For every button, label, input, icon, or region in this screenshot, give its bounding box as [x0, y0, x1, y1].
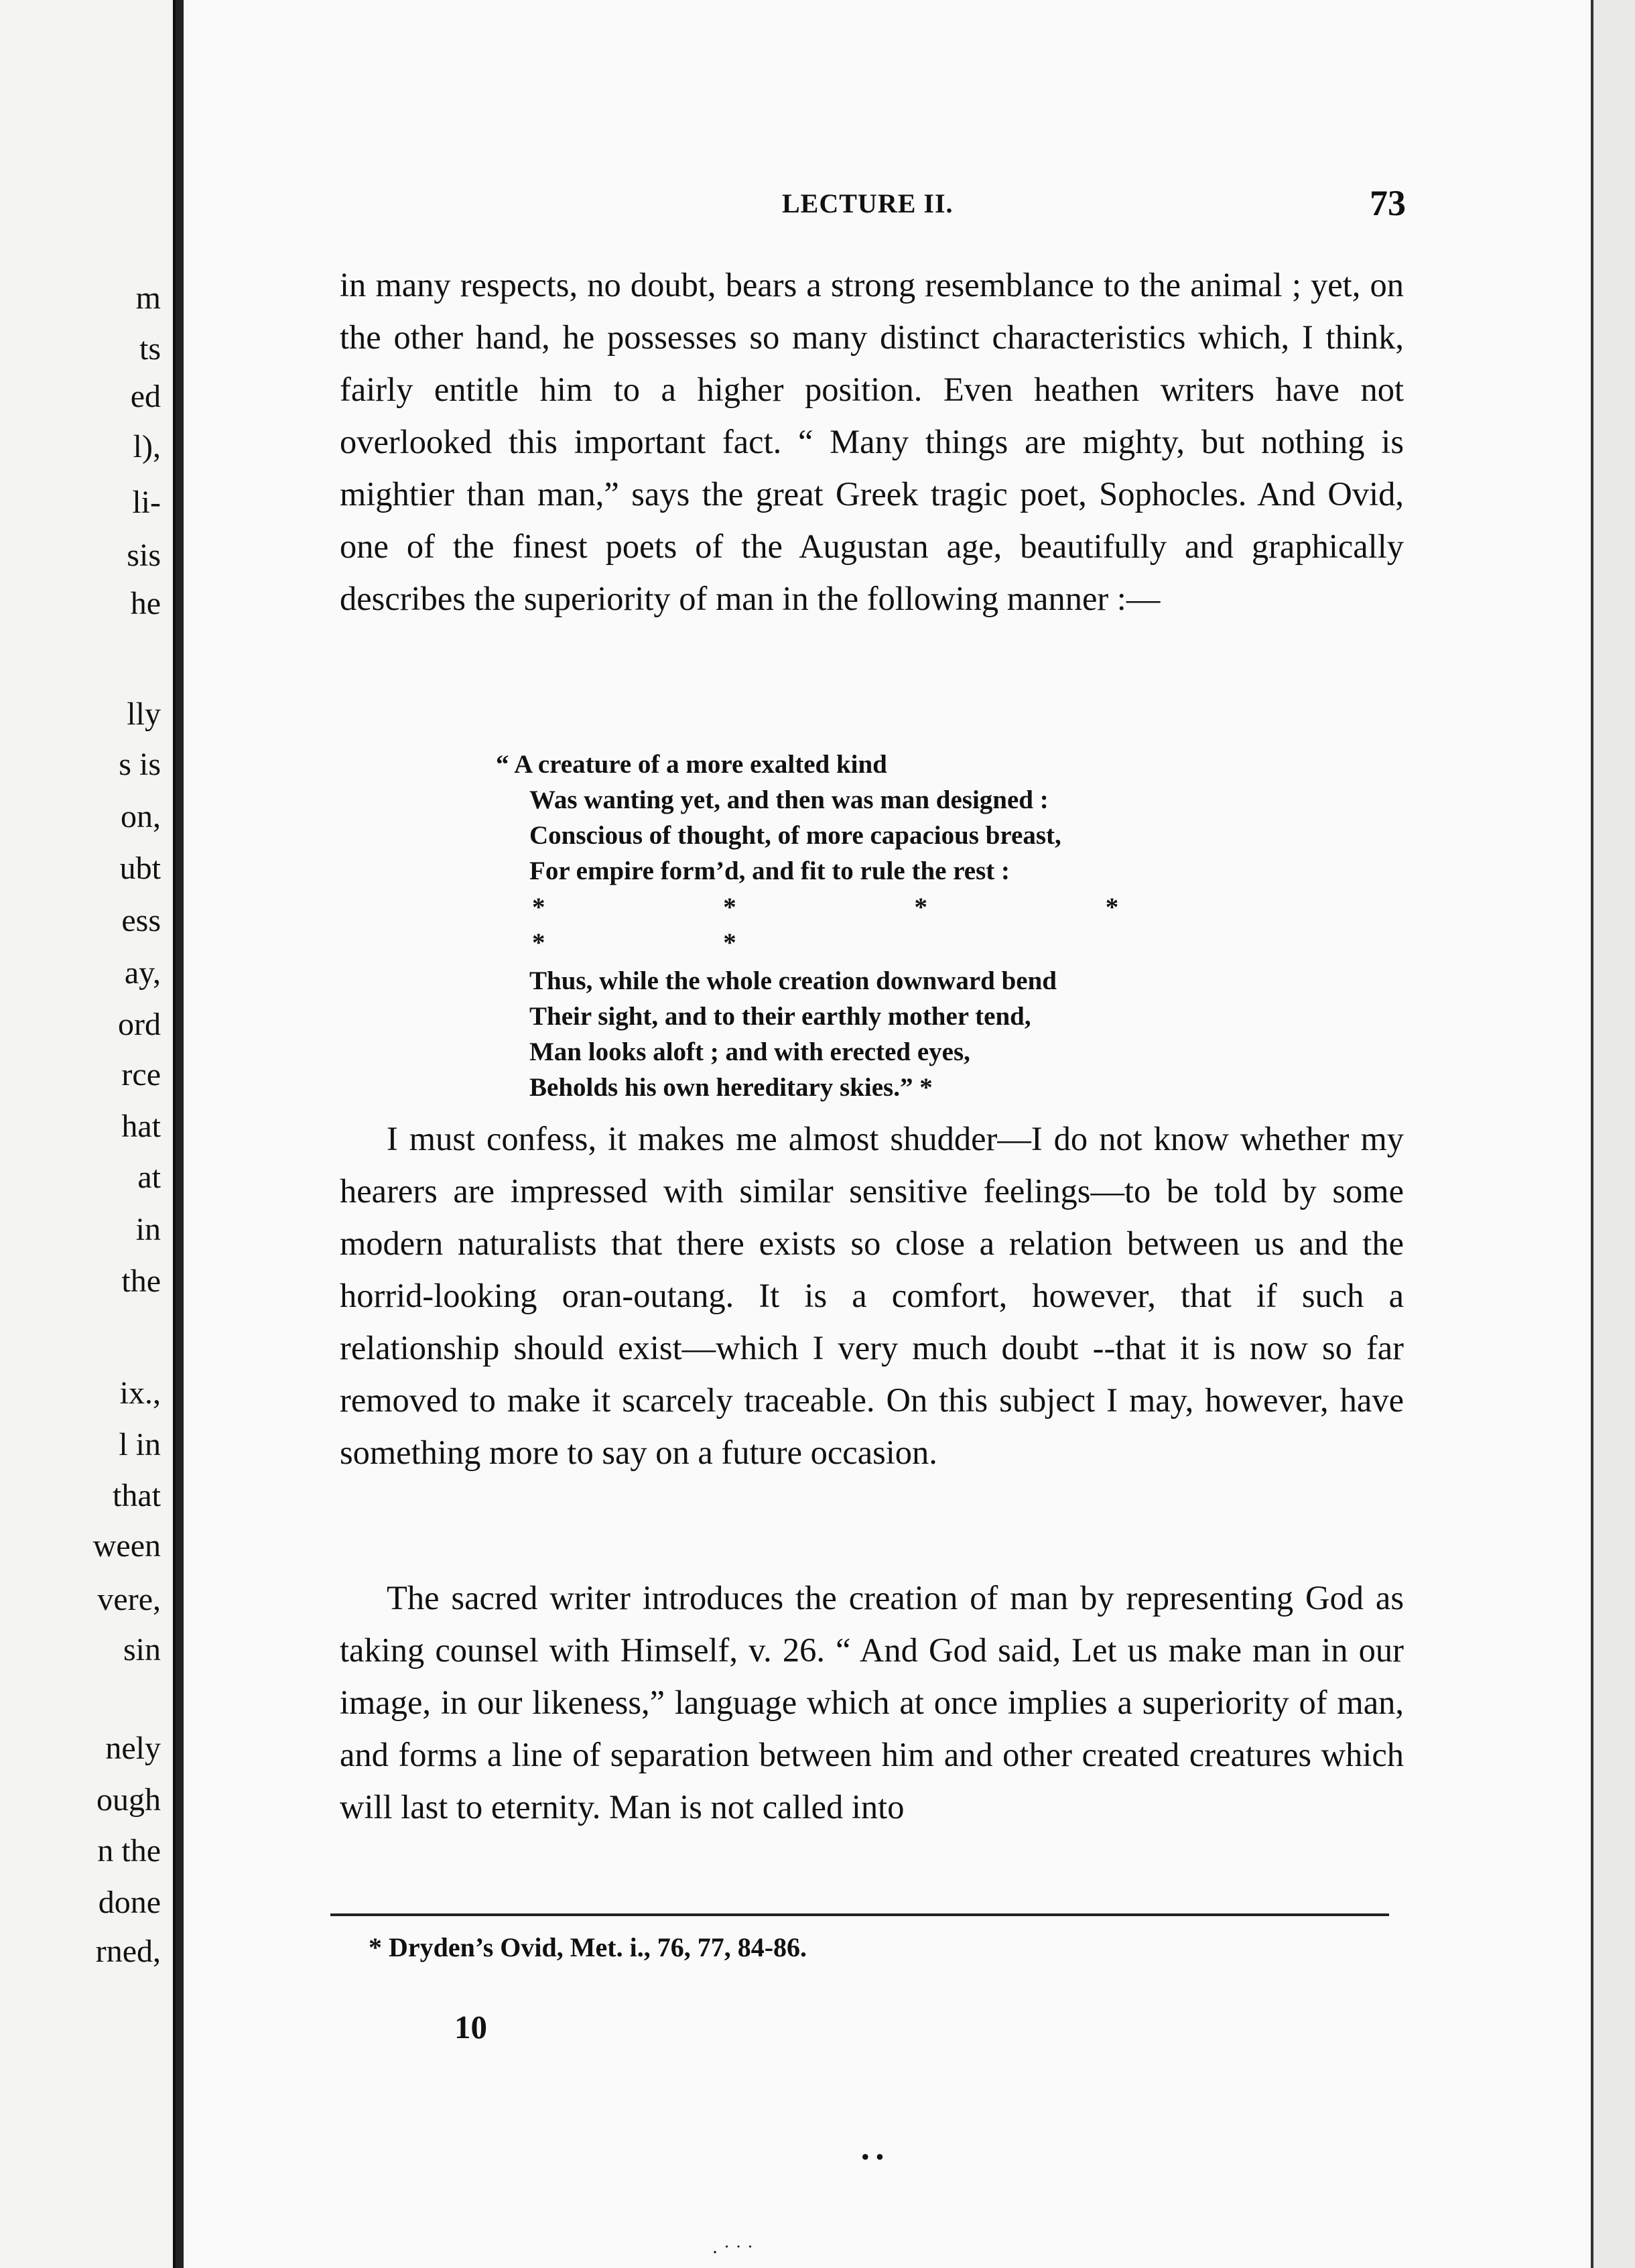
- poem-line: Was wanting yet, and then was man designed :: [529, 785, 1049, 814]
- left-page-fragment: in: [135, 1212, 161, 1247]
- left-page-fragment: ay,: [124, 955, 161, 991]
- left-page-fragment: ed: [130, 379, 161, 414]
- left-page-fragment: s is: [119, 747, 161, 782]
- footnote-divider: [330, 1913, 1389, 1916]
- left-page-fragment: on,: [121, 799, 161, 834]
- left-page-fragment: ess: [121, 903, 161, 938]
- left-page-fragment: done: [98, 1885, 161, 1920]
- left-page-fragment: li-: [132, 485, 161, 520]
- running-header: LECTURE II.: [782, 188, 954, 218]
- left-page-fragment: that: [113, 1478, 161, 1513]
- poem-line: “ A creature of a more exalted kind: [496, 750, 887, 779]
- left-page-fragment: ween: [92, 1528, 161, 1564]
- left-page-fragment: sis: [127, 538, 161, 573]
- book-gutter: [176, 0, 184, 2268]
- left-page-fragment: at: [137, 1159, 161, 1195]
- left-page-fragment: hat: [121, 1109, 161, 1144]
- main-text-block-continued: [340, 1113, 1404, 1478]
- left-page-fragment: rce: [121, 1057, 161, 1092]
- left-page-fragment: sin: [123, 1632, 161, 1667]
- left-page-fragment: lly: [127, 696, 161, 732]
- poem-line: Their sight, and to their earthly mother tend,: [529, 1002, 1031, 1031]
- left-page-fragment: rned,: [95, 1934, 161, 1969]
- main-text-block-final: [340, 1572, 1404, 1833]
- left-page-fragment: l),: [133, 429, 161, 464]
- poem-line: Thus, while the whole creation downward bend: [529, 966, 1057, 995]
- quoted-poem: [496, 747, 1300, 1105]
- scan-specks: • •: [861, 2143, 885, 2170]
- signature-mark: 10: [454, 2009, 487, 2045]
- paragraph-1: in many respects, no doubt, bears a strong resemblance to the animal ; yet, on the other hand, he possesses so many distinct characteristics which, I think, fairly entitle him to a higher position. Even heathen writers have not overlooked this important fact. “ Many things are mighty, but nothing is mightier than man,” says the great Greek tragic poet, Sophocles. And Ovid, one of the finest poets of the Augustan age, beautifully and graphically describes the superiority of man in the following manner :—: [340, 266, 1404, 617]
- left-page-fragment: n the: [97, 1833, 161, 1869]
- poem-line: Beholds his own hereditary skies.” *: [529, 1073, 933, 1102]
- left-page-fragment: l in: [119, 1427, 161, 1462]
- bottom-scan-marks: · ˙ ˙ ˙: [712, 2241, 754, 2263]
- left-page-fragment: ough: [96, 1782, 161, 1818]
- poem-line: For empire form’d, and fit to rule the rest :: [529, 857, 1010, 885]
- poem-line: Man looks aloft ; and with erected eyes,: [529, 1037, 970, 1066]
- ellipsis-stars: * * * * * *: [532, 893, 1205, 957]
- left-facing-page-edge: [0, 0, 178, 2268]
- main-text-block: [340, 259, 1404, 625]
- left-page-fragment: the: [121, 1263, 161, 1299]
- scan-right-edge: [1591, 0, 1635, 2268]
- left-page-fragment: m: [135, 280, 161, 316]
- page-number: 73: [1370, 183, 1406, 223]
- paragraph-3: The sacred writer introduces the creation of man by representing God as taking counsel with Himself, v. 26. “ And God said, Let us make man in our image, in our likeness,” language which at once implies a superiority of man, and forms a line of separation between him and other created creatures which will last to eternity. Man is not called into: [340, 1579, 1404, 1826]
- left-page-fragment: ord: [118, 1007, 161, 1042]
- footnote: * Dryden’s Ovid, Met. i., 76, 77, 84-86.: [369, 1932, 807, 1962]
- poem-line: Conscious of thought, of more capacious breast,: [529, 821, 1061, 850]
- left-page-fragment: ix.,: [119, 1375, 161, 1411]
- left-page-fragment: ubt: [119, 850, 161, 886]
- paragraph-2: I must confess, it makes me almost shudder—I do not know whether my hearers are impressed with similar sensitive feelings—to be told by some modern naturalists that there exists so close a relation between us and the horrid-looking oran-outang. It is a comfort, however, that if such a relationship should exist—which I very much doubt --that it is now so far removed to make it scarcely traceable. On this subject I may, however, have something more to say on a future occasion.: [340, 1120, 1404, 1471]
- left-page-fragment: nely: [105, 1730, 161, 1766]
- left-page-fragment: he: [130, 586, 161, 621]
- left-page-fragment: vere,: [97, 1582, 161, 1617]
- left-page-fragment: ts: [139, 331, 161, 367]
